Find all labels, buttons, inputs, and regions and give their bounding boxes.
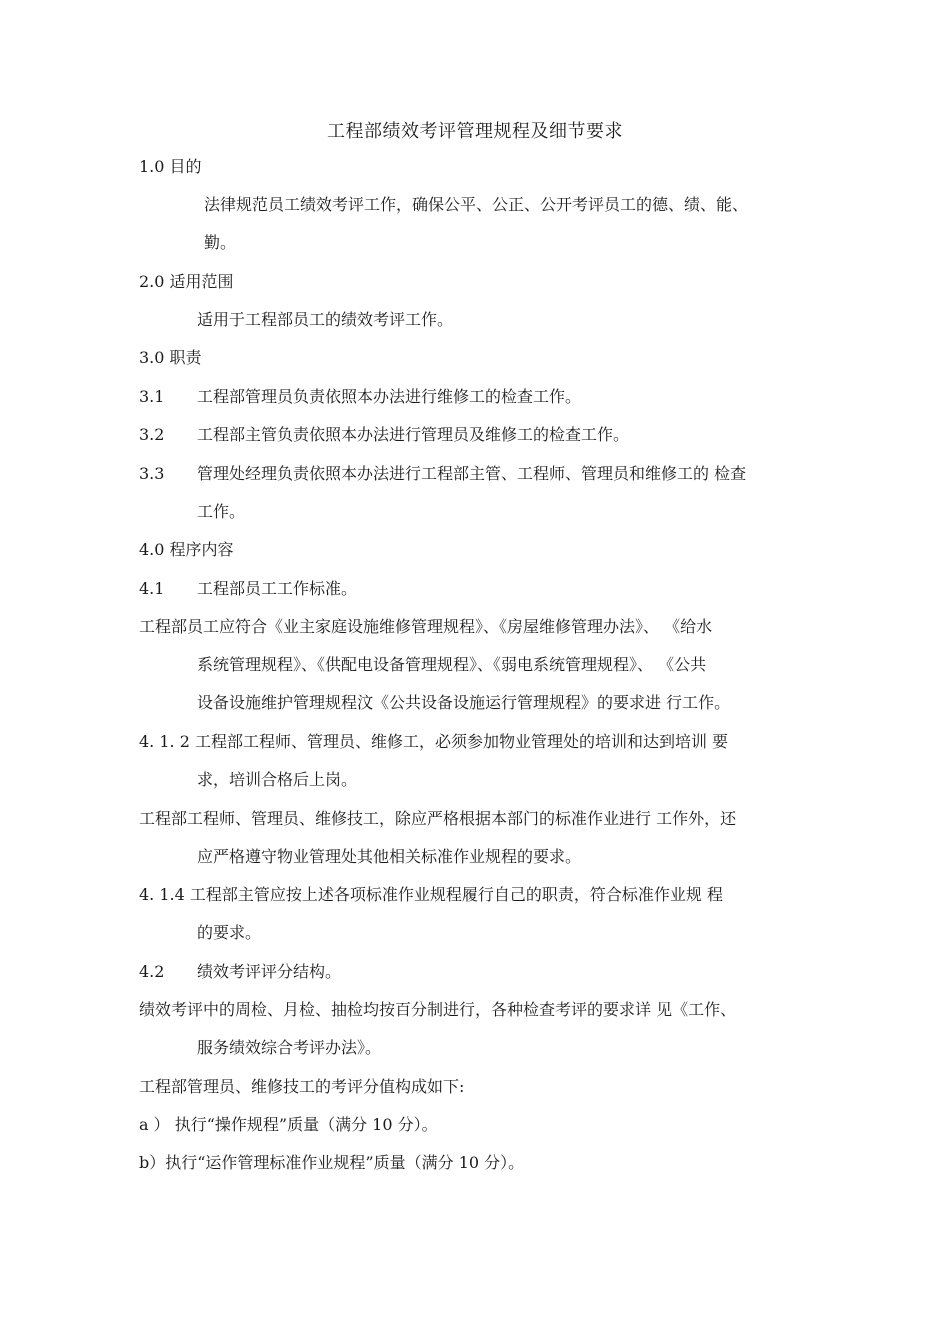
section-1-heading: 1.0 目的 — [139, 157, 202, 176]
score-structure-intro: 工程部管理员、维修技工的考评分值构成如下: — [139, 1077, 465, 1096]
section-1-text: 法律规范员工绩效考评工作，确保公平、公正、公开考评员工的德、绩、能、 — [204, 195, 749, 214]
item-4-1-2-text: 4. 1. 2 工程部工程师、管理员、维修工，必须参加物业管理处的培训和达到培训 要 — [139, 732, 729, 751]
item-3-3-text-cont: 工作。 — [197, 502, 246, 521]
document-title: 工程部绩效考评管理规程及细节要求 — [327, 121, 623, 142]
item-3-1-number: 3.1 — [139, 387, 165, 406]
item-4-1-2-text-cont: 求，培训合格后上岗。 — [197, 770, 358, 789]
item-4-2-1-text: 绩效考评中的周检、月检、抽检均按百分制进行，各种检查考评的要求详 见《工作、 — [139, 1000, 737, 1019]
section-2-heading: 2.0 适用范围 — [139, 272, 234, 291]
item-4-1-3-text-cont: 应严格遵守物业管理处其他相关标准作业规程的要求。 — [197, 847, 582, 866]
item-4-1-text: 工程部员工工作标准。 — [197, 579, 358, 598]
score-item-a: a ） 执行“操作规程”质量（满分 10 分）。 — [139, 1115, 438, 1134]
item-3-1-text: 工程部管理员负责依照本办法进行维修工的检查工作。 — [197, 387, 582, 406]
item-4-1-number: 4.1 — [139, 579, 165, 598]
item-3-3-number: 3.3 — [139, 464, 165, 483]
item-4-2-1-text-cont: 服务绩效综合考评办法》。 — [197, 1038, 382, 1057]
item-3-2-number: 3.2 — [139, 425, 165, 444]
item-3-2-text: 工程部主管负责依照本办法进行管理员及维修工的检查工作。 — [197, 425, 630, 444]
section-2-text: 适用于工程部员工的绩效考评工作。 — [197, 310, 454, 329]
item-4-2-number: 4.2 — [139, 962, 165, 981]
item-4-1-1-text-cont: 系统管理规程》、《供配电设备管理规程》、《弱电系统管理规程》、 《公共 — [197, 655, 707, 674]
item-4-1-4-text-cont: 的要求。 — [197, 923, 262, 942]
item-4-1-4-text: 4. 1.4 工程部主管应按上述各项标准作业规程履行自己的职责，符合标准作业规 程 — [139, 885, 723, 904]
item-4-2-text: 绩效考评评分结构。 — [197, 962, 342, 981]
item-4-1-1-text-cont2: 设备设施维护管理规程汶《公共设备设施运行管理规程》的要求进 行工作。 — [197, 693, 731, 712]
section-3-heading: 3.0 职责 — [139, 348, 202, 367]
section-4-heading: 4.0 程序内容 — [139, 540, 234, 559]
item-4-1-1-text: 工程部员工应符合《业主家庭设施维修管理规程》、《房屋维修管理办法》、 《给水 — [139, 617, 713, 636]
section-1-text-cont: 勤。 — [204, 233, 237, 252]
score-item-b: b）执行“运作管理标准作业规程”质量（满分 10 分）。 — [139, 1153, 525, 1172]
item-4-1-3-text: 工程部工程师、管理员、维修技工，除应严格根据本部门的标准作业进行 工作外，还 — [139, 809, 737, 828]
item-3-3-text: 管理处经理负责依照本办法进行工程部主管、工程师、管理员和维修工的 检查 — [197, 464, 747, 483]
